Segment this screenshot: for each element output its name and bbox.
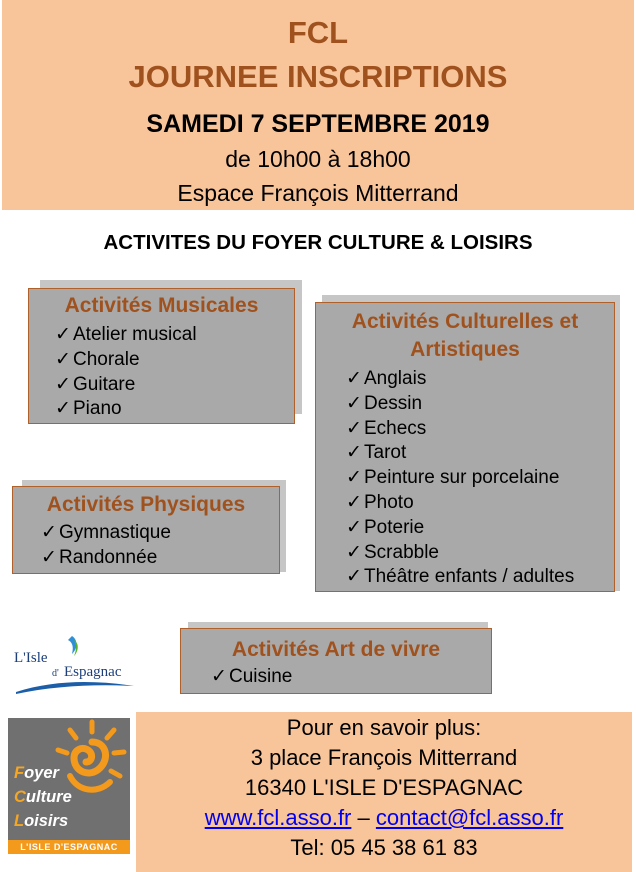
- check-icon: ✓: [41, 522, 57, 543]
- fcl-logo-loisirs: Loisirs: [14, 812, 69, 830]
- culturelles-list: [346, 367, 574, 590]
- footer-phone: Tel: 05 45 38 61 83: [290, 835, 478, 860]
- list-item: ✓ Chorale: [55, 348, 197, 373]
- header-place: Espace François Mitterrand: [177, 180, 459, 206]
- list-item: ✓ Photo: [346, 491, 574, 516]
- fcl-logo-culture: Culture: [14, 788, 72, 806]
- header-hours: de 10h00 à 18h00: [225, 146, 411, 172]
- culturelles-title-line2: Artistiques: [410, 338, 520, 361]
- list-item: ✓ Atelier musical: [55, 323, 197, 348]
- list-item: ✓ Tarot: [346, 441, 574, 466]
- musicales-title: Activités Musicales: [64, 294, 259, 317]
- art-de-vivre-box: [180, 628, 492, 694]
- check-icon: ✓: [211, 666, 227, 687]
- check-icon: ✓: [41, 546, 57, 568]
- list-item: ✓ Scrabble: [346, 541, 574, 566]
- check-icon: ✓: [346, 392, 362, 414]
- check-icon: ✓: [55, 373, 71, 395]
- espagnac-logo-text: Espagnac: [64, 664, 122, 680]
- check-icon: ✓: [346, 467, 362, 489]
- check-icon: ✓: [346, 491, 362, 513]
- list-item: ✓ Piano: [55, 397, 197, 422]
- check-icon: ✓: [55, 324, 71, 345]
- list-item: ✓ Théâtre enfants / adultes: [346, 565, 574, 590]
- check-icon: ✓: [346, 368, 362, 389]
- physiques-box: [12, 486, 280, 574]
- footer-city: 16340 L'ISLE D'ESPAGNAC: [244, 775, 524, 800]
- check-icon: ✓: [346, 442, 362, 464]
- fcl-logo: [8, 718, 130, 852]
- list-item: ✓ Guitare: [55, 373, 197, 398]
- list-item: ✓ Dessin: [346, 392, 574, 417]
- header-date: SAMEDI 7 SEPTEMBRE 2019: [146, 110, 490, 138]
- isle-logo-d: d': [52, 668, 59, 679]
- header-journee-inscriptions: JOURNEE INSCRIPTIONS: [128, 59, 508, 94]
- check-icon: ✓: [346, 516, 362, 538]
- list-item: ✓ Echecs: [346, 417, 574, 442]
- culturelles-box: [315, 302, 615, 592]
- footer-links: [136, 804, 632, 832]
- email-link[interactable]: contact@fcl.asso.fr: [375, 805, 564, 830]
- check-icon: ✓: [346, 417, 362, 439]
- footer-info: [136, 712, 632, 872]
- main-title: ACTIVITES DU FOYER CULTURE & LOISIRS: [103, 231, 533, 254]
- physiques-list: [41, 521, 171, 571]
- check-icon: ✓: [55, 398, 71, 420]
- art-de-vivre-title: Activités Art de vivre: [231, 638, 441, 661]
- physiques-title: Activités Physiques: [46, 493, 246, 516]
- list-item: ✓ Gymnastique: [41, 521, 171, 546]
- culturelles-title-line1: Activités Culturelles et: [351, 310, 579, 333]
- footer-address: 3 place François Mitterrand: [250, 745, 518, 770]
- list-item: ✓ Anglais: [346, 367, 574, 392]
- check-icon: ✓: [346, 541, 362, 563]
- website-link[interactable]: www.fcl.asso.fr: [204, 805, 352, 830]
- footer-line1: Pour en savoir plus:: [286, 715, 482, 740]
- header-fcl: FCL: [287, 15, 349, 50]
- check-icon: ✓: [55, 348, 71, 370]
- art-de-vivre-list: [211, 665, 292, 690]
- musicales-box: [28, 288, 295, 424]
- fcl-logo-bottom-band: L'ISLE D'ESPAGNAC: [8, 840, 130, 854]
- list-item: ✓ Cuisine: [211, 665, 292, 690]
- list-item: ✓ Poterie: [346, 516, 574, 541]
- list-item: ✓ Peinture sur porcelaine: [346, 466, 574, 491]
- isle-logo-text: L'Isle: [14, 650, 48, 666]
- footer-separator: –: [357, 805, 370, 830]
- list-item: ✓ Randonnée: [41, 546, 171, 571]
- header-banner: [2, 0, 634, 210]
- check-icon: ✓: [346, 566, 362, 588]
- fcl-logo-foyer: Foyer: [14, 764, 59, 782]
- isle-espagnac-logo: [14, 632, 138, 696]
- musicales-list: [55, 323, 197, 422]
